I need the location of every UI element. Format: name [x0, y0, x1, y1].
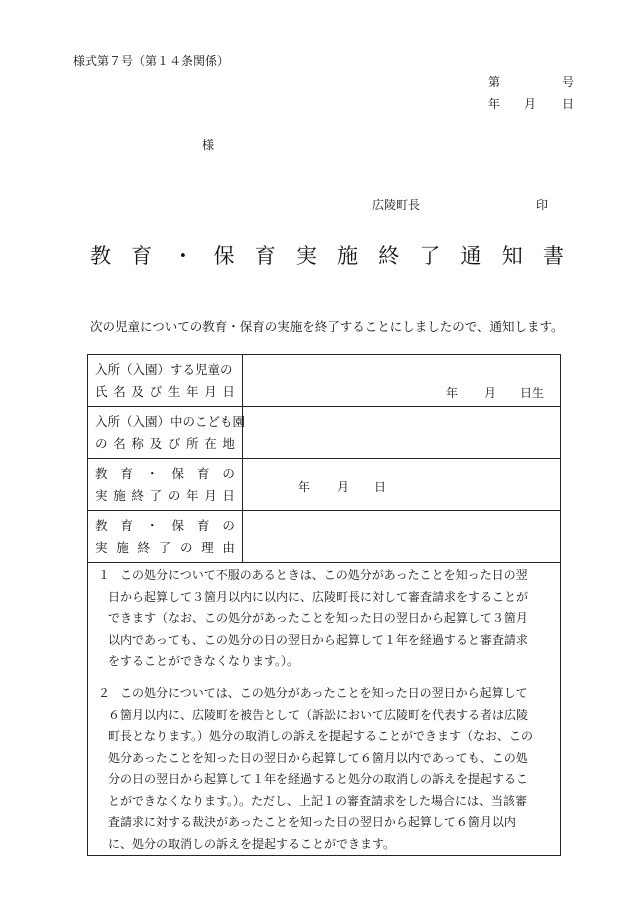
row-label-line: 入所（入園）する児童の [95, 362, 233, 377]
title-char: 通 [460, 244, 482, 268]
document-number-label: 第 [488, 75, 501, 89]
title-char: 書 [542, 244, 564, 268]
row-label-line: 入所（入園）中のこども園 [95, 414, 246, 429]
recipient-suffix: 様 [202, 138, 215, 152]
note-number: １ [98, 568, 111, 582]
note-text: この処分については、この処分があったことを知った日の翌日から起算して [120, 686, 528, 700]
title-char: ・ [172, 244, 194, 268]
note-line [98, 565, 550, 587]
title-char: 保 [213, 244, 235, 268]
issue-date-year: 年 [488, 97, 501, 111]
title-char: 実 [295, 244, 317, 268]
end-month: 月 [337, 480, 350, 494]
title-char: 育 [254, 244, 276, 268]
form-label: 様式第７号（第１４条関係） [73, 54, 230, 68]
row-label-line: 教 育 ・ 保 育 の [95, 518, 235, 533]
note-line: をすることができなくなります。）。 [108, 654, 300, 668]
note-line [98, 683, 550, 705]
note-line: 町長となります。）処分の取消しの訴えを提起することができます（なお、この [108, 729, 534, 743]
row-label-reason [95, 515, 235, 559]
appeal-note-2 [98, 683, 550, 855]
document-title [90, 240, 564, 270]
issuer-name: 広陵町長 [372, 198, 421, 212]
note-line: 分の日の翌日から起算して１年を経過すると処分の取消しの訴えを提起するこ [108, 772, 529, 786]
title-char: 終 [378, 244, 400, 268]
title-char: 知 [501, 244, 523, 268]
note-text: この処分について不服のあるときは、この処分があったことを知った日の翌 [120, 568, 528, 582]
document-number-suffix: 号 [562, 75, 575, 89]
note-line: 処分あったことを知った日の翌日から起算して６箇月以内であっても、この処 [108, 750, 528, 765]
note-line: 査請求に対する裁決があったことを知った日の翌日から起算して６箇月以内 [108, 815, 516, 829]
end-day: 日 [374, 480, 387, 494]
issue-date-day: 日 [562, 97, 575, 111]
issue-date-month: 月 [524, 97, 537, 111]
row-label-facility [95, 411, 246, 455]
birth-year: 年 [446, 386, 459, 400]
intro-text: 次の児童についての教育・保育の実施を終了することにしましたので、通知します。 [90, 319, 564, 334]
note-line: とができなくなります。）。ただし、上記１の審査請求をした場合には、当該審 [108, 793, 528, 808]
row-label-line: 氏 名 及 び 生 年 月 日 [95, 384, 235, 399]
table-row-divider [87, 406, 561, 407]
table-row-divider [87, 510, 561, 511]
row-label-line: 教 育 ・ 保 育 の [95, 466, 235, 481]
appeal-note-1 [98, 565, 550, 673]
note-line: ６箇月以内に、広陵町を被告として（訴訟において広陵町を代表する者は広陵 [108, 707, 529, 722]
row-label-end-date [95, 463, 235, 507]
end-year: 年 [298, 480, 311, 494]
table-row-divider [87, 458, 561, 459]
seal-mark: 印 [536, 198, 549, 212]
note-line: 以内であっても、この処分の日の翌日から起算して１年を経過すると審査請求 [108, 632, 528, 647]
table-row-divider [87, 562, 561, 563]
birth-day: 日生 [520, 386, 545, 400]
note-number: ２ [98, 686, 111, 700]
title-char: 了 [419, 244, 441, 268]
birth-month: 月 [484, 386, 497, 400]
title-char: 教 [90, 244, 111, 268]
row-label-line: 実 施 終 了 の 理 由 [95, 540, 235, 555]
note-line: 日から起算して３箇月以内に以内に、広陵町長に対して審査請求をすることが [108, 589, 529, 604]
row-label-line: の 名 称 及 び 所 在 地 [95, 436, 235, 451]
row-label-child-name [95, 359, 235, 403]
note-line: に、処分の取消しの訴えを提起することができます。 [108, 836, 396, 851]
row-label-line: 実 施 終 了 の 年 月 日 [95, 488, 235, 503]
title-char: 施 [337, 244, 359, 268]
note-line: できます（なお、この処分があったことを知った日の翌日から起算して３箇月 [108, 611, 528, 625]
table-column-divider [242, 354, 243, 562]
title-char: 育 [131, 244, 153, 268]
